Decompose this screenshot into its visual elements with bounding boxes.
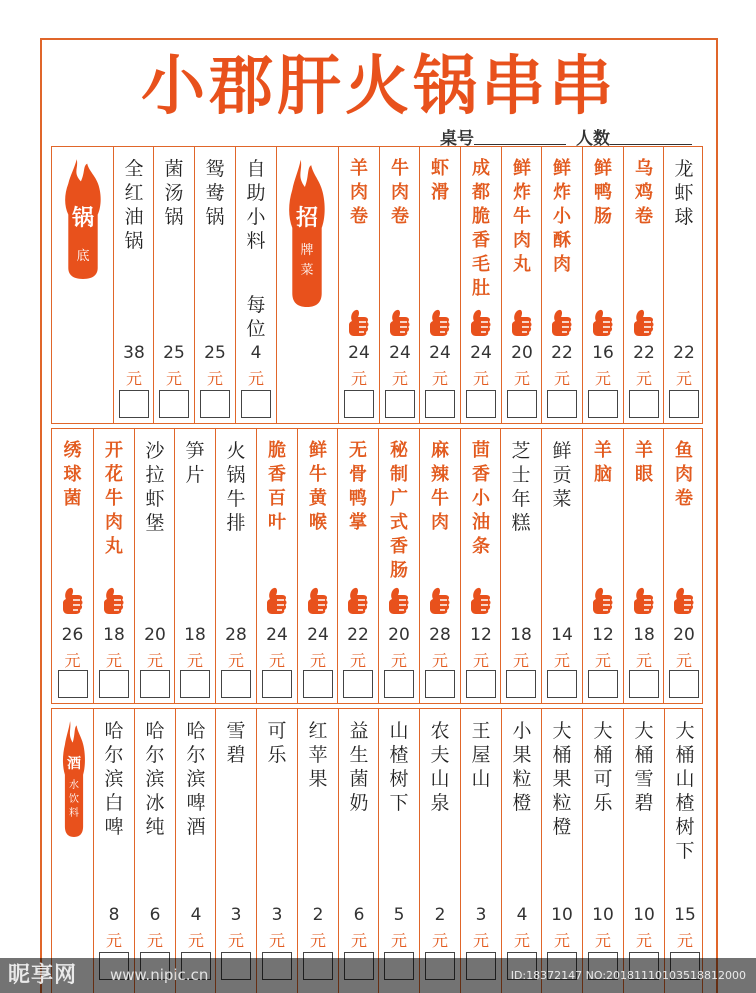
quantity-checkbox[interactable] — [241, 390, 271, 418]
item-name: 小果粒橙 — [512, 720, 532, 814]
item-name: 可乐 — [267, 720, 287, 766]
item-name: 脆香百叶 — [268, 440, 286, 533]
badge-subtitle: 牌菜 — [300, 243, 314, 278]
menu-item — [541, 147, 582, 423]
item-price: 4 — [190, 905, 202, 925]
thumbs-up-icon — [386, 585, 412, 615]
item-name: 沙拉虾堡 — [145, 440, 165, 534]
price-unit: 元 — [105, 931, 122, 950]
section-dishes — [51, 428, 703, 704]
badge-title: 酒 — [67, 756, 81, 772]
quantity-checkbox[interactable] — [262, 670, 292, 698]
item-price: 22 — [551, 343, 573, 363]
menu-item — [419, 709, 460, 993]
price-unit: 元 — [146, 651, 163, 670]
price-unit: 元 — [349, 651, 366, 670]
item-name: 菌汤锅 — [164, 158, 184, 228]
thumbs-up-icon — [387, 307, 413, 337]
price-unit: 元 — [553, 931, 570, 950]
menu-item — [338, 709, 379, 993]
quantity-checkbox[interactable] — [58, 670, 88, 698]
price-unit: 元 — [227, 651, 244, 670]
item-name: 大桶可乐 — [593, 720, 613, 814]
menu-item — [93, 709, 134, 993]
menu-item — [460, 429, 501, 703]
item-name: 羊肉卷 — [350, 158, 368, 227]
price-unit: 元 — [431, 651, 448, 670]
item-price: 14 — [551, 625, 573, 645]
item-price: 24 — [307, 625, 329, 645]
item-price: 16 — [592, 343, 614, 363]
price-unit: 元 — [594, 931, 611, 950]
item-price: 20 — [144, 625, 166, 645]
quantity-checkbox[interactable] — [547, 390, 577, 418]
item-name: 鲜贡菜 — [552, 440, 572, 510]
price-unit: 元 — [105, 651, 122, 670]
section-badge — [62, 157, 104, 279]
item-price: 10 — [592, 905, 614, 925]
item-price: 24 — [389, 343, 411, 363]
menu-item — [419, 429, 460, 703]
quantity-checkbox[interactable] — [303, 670, 333, 698]
item-name: 哈尔滨啤酒 — [186, 720, 206, 838]
menu-item — [500, 429, 541, 703]
menu-item — [256, 709, 297, 993]
menu-item — [501, 147, 542, 423]
menu-item — [134, 709, 175, 993]
badge-subtitle: 水饮料 — [69, 780, 79, 819]
thumbs-up-icon — [468, 307, 494, 337]
menu-item — [582, 429, 623, 703]
price-unit: 元 — [268, 931, 285, 950]
thumbs-up-icon — [305, 585, 331, 615]
table-number-label: 桌号 — [440, 129, 474, 149]
thumbs-up-icon — [427, 585, 453, 615]
item-price: 20 — [673, 625, 695, 645]
menu-item — [235, 147, 276, 423]
item-name: 乌鸡卷 — [635, 158, 653, 227]
price-unit: 元 — [64, 651, 81, 670]
menu-item — [153, 147, 194, 423]
watermark-id: ID:18372147 NO:20181110103518812000 — [510, 969, 746, 982]
menu-item — [175, 709, 216, 993]
menu-item — [663, 429, 704, 703]
quantity-checkbox[interactable] — [588, 670, 618, 698]
menu-item — [134, 429, 175, 703]
item-price: 5 — [393, 905, 405, 925]
menu-item — [582, 147, 623, 423]
badge-title: 招 — [295, 206, 318, 231]
menu-item — [52, 429, 93, 703]
flame-icon — [286, 157, 328, 311]
quantity-checkbox[interactable] — [180, 670, 210, 698]
item-price: 12 — [470, 625, 492, 645]
thumbs-up-icon — [427, 307, 453, 337]
price-unit: 元 — [553, 369, 570, 388]
item-name: 大桶果粒橙 — [552, 720, 572, 838]
price-unit: 元 — [146, 931, 163, 950]
quantity-checkbox[interactable] — [221, 670, 251, 698]
item-name: 羊眼 — [635, 440, 653, 485]
item-name: 芝士年糕 — [511, 440, 531, 534]
table-number-blank[interactable] — [474, 131, 566, 145]
item-price: 18 — [510, 625, 532, 645]
item-name: 自助小料 — [246, 158, 266, 252]
item-price: 24 — [470, 343, 492, 363]
quantity-checkbox[interactable] — [384, 670, 414, 698]
item-price: 18 — [184, 625, 206, 645]
watermark-logo: 昵享网 — [8, 963, 78, 988]
quantity-checkbox[interactable] — [588, 390, 618, 418]
price-unit: 元 — [165, 369, 182, 388]
item-price: 10 — [633, 905, 655, 925]
item-name: 笋片 — [185, 440, 205, 486]
price-unit: 元 — [309, 931, 326, 950]
item-price: 25 — [163, 343, 185, 363]
thumbs-up-icon — [468, 585, 494, 615]
item-price: 22 — [673, 343, 695, 363]
quantity-checkbox[interactable] — [425, 670, 455, 698]
item-price: 12 — [592, 625, 614, 645]
people-count-label: 人数 — [576, 129, 610, 149]
menu-item — [113, 147, 154, 423]
quantity-checkbox[interactable] — [629, 670, 659, 698]
item-price: 3 — [230, 905, 242, 925]
item-name: 龙虾球 — [674, 158, 694, 228]
menu-item — [337, 429, 378, 703]
thumbs-up-icon — [60, 585, 86, 615]
item-name: 益生菌奶 — [349, 720, 369, 814]
price-unit: 元 — [350, 931, 367, 950]
item-name: 哈尔滨白啤 — [104, 720, 124, 838]
menu-item — [664, 709, 705, 993]
thumbs-up-icon — [549, 307, 575, 337]
item-name: 绣球菌 — [63, 440, 82, 509]
item-name: 王屋山 — [471, 720, 491, 790]
item-name: 农夫山泉 — [430, 720, 450, 814]
quantity-checkbox[interactable] — [506, 670, 536, 698]
menu-item — [582, 709, 623, 993]
thumbs-up-icon — [264, 585, 290, 615]
thumbs-up-icon — [509, 307, 535, 337]
price-unit: 元 — [594, 369, 611, 388]
section-base-and-signature — [51, 146, 703, 424]
watermark-url: www.nipic.cn — [110, 966, 209, 984]
thumbs-up-icon — [671, 585, 697, 615]
price-unit: 元 — [391, 369, 408, 388]
item-price: 3 — [475, 905, 487, 925]
item-name: 无骨鸭掌 — [349, 440, 367, 533]
item-price: 20 — [388, 625, 410, 645]
menu-item — [623, 147, 664, 423]
quantity-checkbox[interactable] — [119, 390, 149, 418]
item-name: 哈尔滨冰纯 — [145, 720, 165, 838]
thumbs-up-icon — [631, 585, 657, 615]
thumbs-up-icon — [101, 585, 127, 615]
quantity-checkbox[interactable] — [425, 390, 455, 418]
item-price: 24 — [429, 343, 451, 363]
thumbs-up-icon — [590, 307, 616, 337]
menu-item — [460, 147, 501, 423]
item-price: 8 — [108, 905, 120, 925]
item-price: 28 — [225, 625, 247, 645]
price-unit: 元 — [187, 931, 204, 950]
item-name: 鱼肉卷 — [675, 440, 693, 509]
menu-item — [93, 429, 134, 703]
thumbs-up-icon — [590, 585, 616, 615]
item-name: 麻辣牛肉 — [431, 440, 449, 533]
item-name: 鲜鸭肠 — [594, 158, 612, 227]
item-name: 雪碧 — [226, 720, 246, 766]
quantity-checkbox[interactable] — [466, 390, 496, 418]
item-price: 4 — [250, 343, 262, 363]
menu-item — [623, 429, 664, 703]
thumbs-up-icon — [631, 307, 657, 337]
price-unit: 元 — [431, 931, 448, 950]
item-name: 虾滑 — [431, 158, 449, 203]
item-price: 2 — [312, 905, 324, 925]
menu-title: 小郡肝火锅串串 — [141, 50, 617, 124]
price-unit: 元 — [635, 931, 652, 950]
quantity-checkbox[interactable] — [629, 390, 659, 418]
quantity-checkbox[interactable] — [385, 390, 415, 418]
price-unit: 元 — [268, 651, 285, 670]
item-price: 15 — [674, 905, 696, 925]
price-unit: 元 — [472, 369, 489, 388]
price-unit: 元 — [390, 651, 407, 670]
price-unit: 元 — [635, 369, 652, 388]
item-name: 全红油锅 — [124, 158, 144, 252]
menu-item — [297, 429, 338, 703]
menu-item — [256, 429, 297, 703]
quantity-checkbox[interactable] — [159, 390, 189, 418]
menu-item — [378, 429, 419, 703]
quantity-checkbox[interactable] — [669, 390, 699, 418]
item-note: 每位 — [246, 294, 266, 340]
price-unit: 元 — [227, 931, 244, 950]
quantity-checkbox[interactable] — [140, 670, 170, 698]
thumbs-up-icon — [346, 307, 372, 337]
item-price: 18 — [633, 625, 655, 645]
item-name: 牛肉卷 — [391, 158, 409, 227]
price-unit: 元 — [125, 369, 142, 388]
menu-item — [338, 147, 379, 423]
item-price: 6 — [149, 905, 161, 925]
item-price: 6 — [353, 905, 365, 925]
menu-item — [623, 709, 664, 993]
watermark-bar — [0, 958, 756, 993]
item-name: 鲜牛黄喉 — [309, 440, 327, 533]
item-name: 鲜炸牛肉丸 — [513, 158, 531, 275]
quantity-checkbox[interactable] — [507, 390, 537, 418]
price-unit: 元 — [309, 651, 326, 670]
item-price: 25 — [204, 343, 226, 363]
menu-item — [541, 429, 582, 703]
menu-item — [378, 709, 419, 993]
item-name: 秘制广式香肠 — [390, 440, 408, 581]
price-unit: 元 — [675, 369, 692, 388]
item-name: 山楂树下 — [389, 720, 409, 814]
menu-item — [215, 709, 256, 993]
price-unit: 元 — [247, 369, 264, 388]
section-badge — [61, 719, 87, 837]
item-name: 成都脆香毛肚 — [472, 158, 490, 299]
price-unit: 元 — [553, 651, 570, 670]
price-unit: 元 — [431, 369, 448, 388]
price-unit: 元 — [635, 651, 652, 670]
menu-item — [419, 147, 460, 423]
quantity-checkbox[interactable] — [466, 670, 496, 698]
item-name: 羊脑 — [594, 440, 612, 485]
menu-item — [379, 147, 420, 423]
item-price: 18 — [103, 625, 125, 645]
badge-subtitle: 底 — [76, 249, 90, 264]
price-unit: 元 — [206, 369, 223, 388]
price-unit: 元 — [186, 651, 203, 670]
item-price: 3 — [271, 905, 283, 925]
menu-item — [174, 429, 215, 703]
item-name: 火锅牛排 — [226, 440, 246, 534]
menu-item — [460, 709, 501, 993]
price-unit: 元 — [513, 369, 530, 388]
price-unit: 元 — [513, 931, 530, 950]
section-badge — [286, 157, 328, 307]
thumbs-up-icon — [345, 585, 371, 615]
price-unit: 元 — [675, 651, 692, 670]
item-name: 大桶雪碧 — [634, 720, 654, 814]
price-unit: 元 — [390, 931, 407, 950]
item-name: 开花牛肉丸 — [105, 440, 123, 557]
item-price: 24 — [266, 625, 288, 645]
item-price: 26 — [61, 625, 84, 645]
price-unit: 元 — [594, 651, 611, 670]
quantity-checkbox[interactable] — [99, 670, 129, 698]
price-unit: 元 — [512, 651, 529, 670]
menu-item — [297, 709, 338, 993]
item-price: 38 — [123, 343, 145, 363]
price-unit: 元 — [676, 931, 693, 950]
item-price: 20 — [511, 343, 533, 363]
item-name: 鲜炸小酥肉 — [553, 158, 571, 275]
item-name: 茴香小油条 — [472, 440, 490, 557]
menu-item — [541, 709, 582, 993]
quantity-checkbox[interactable] — [200, 390, 230, 418]
item-name: 红苹果 — [308, 720, 328, 790]
item-price: 22 — [347, 625, 369, 645]
price-unit: 元 — [472, 931, 489, 950]
menu-item — [215, 429, 256, 703]
price-unit: 元 — [350, 369, 367, 388]
item-price: 28 — [429, 625, 451, 645]
item-price: 24 — [348, 343, 370, 363]
quantity-checkbox[interactable] — [547, 670, 577, 698]
item-price: 2 — [434, 905, 446, 925]
menu-item — [194, 147, 235, 423]
quantity-checkbox[interactable] — [343, 670, 373, 698]
menu-item — [501, 709, 542, 993]
item-name: 鸳鸯锅 — [205, 158, 225, 228]
price-unit: 元 — [472, 651, 489, 670]
badge-title: 锅 — [71, 206, 94, 231]
item-price: 4 — [516, 905, 528, 925]
item-price: 10 — [551, 905, 573, 925]
item-price: 22 — [633, 343, 655, 363]
section-drinks — [51, 708, 703, 993]
people-count-blank[interactable] — [610, 131, 692, 145]
menu-item — [663, 147, 704, 423]
item-name: 大桶山楂树下 — [675, 720, 695, 862]
quantity-checkbox[interactable] — [344, 390, 374, 418]
quantity-checkbox[interactable] — [669, 670, 699, 698]
